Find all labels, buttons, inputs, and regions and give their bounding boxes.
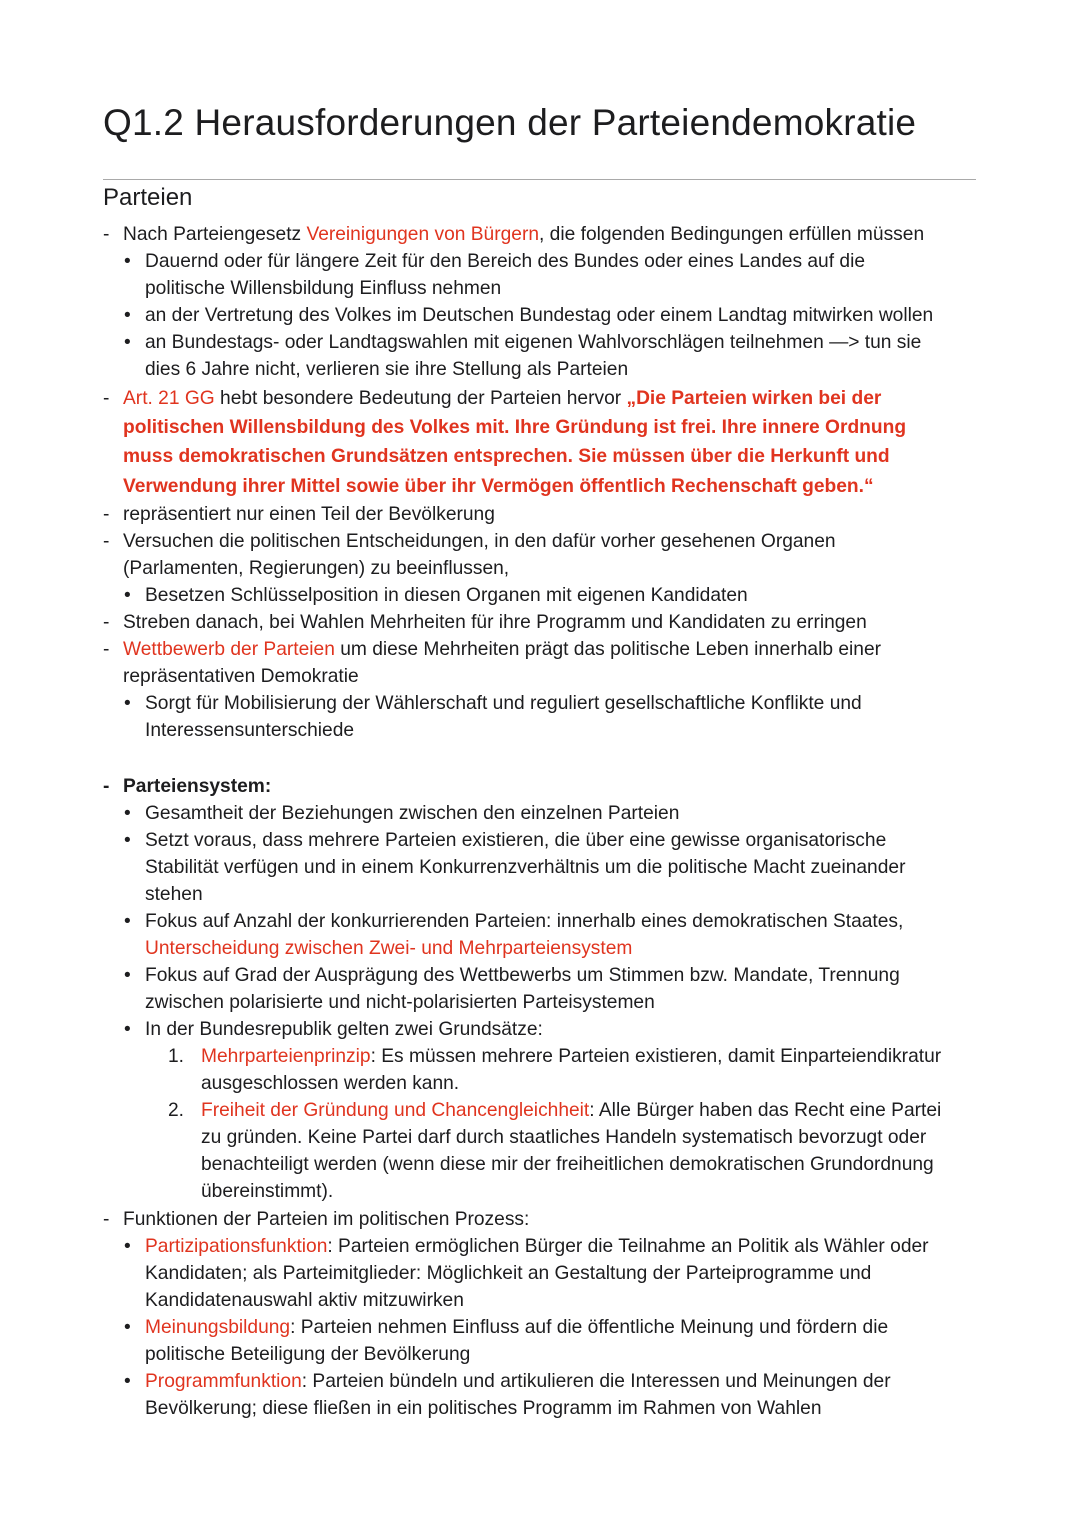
bullet-item: Programmfunktion: Parteien bündeln und artikulieren die Interessen und Meinungen der (145, 1371, 891, 1392)
list-item: Funktionen der Parteien im politischen Prozess: (123, 1209, 530, 1230)
highlight-term: Vereinigungen von Bürgern (306, 224, 540, 245)
dash-marker: - (103, 531, 110, 552)
bullet-item: In der Bundesrepublik gelten zwei Grundsätze: (145, 1019, 543, 1040)
bullet-marker: • (124, 1371, 131, 1392)
bullet-item: an Bundestags- oder Landtagswahlen mit eigenen Wahlvorschlägen teilnehmen —> tun sie (145, 332, 922, 353)
dash-marker: - (103, 1209, 110, 1230)
title-divider (103, 179, 976, 180)
dash-marker: - (103, 224, 110, 245)
list-item-cont: repräsentativen Demokratie (123, 666, 359, 687)
bullet-item: an der Vertretung des Volkes im Deutschen Bundestag oder einem Landtag mitwirken wollen (145, 305, 934, 326)
number-marker: 1. (168, 1046, 185, 1067)
bullet-item-cont: Kandidatenauswahl aktiv mitzuwirken (145, 1290, 464, 1311)
list-item: Versuchen die politischen Entscheidungen, in den dafür vorher gesehenen Organen (123, 531, 836, 552)
highlight-term: Freiheit der Gründung und Chancengleichheit (201, 1100, 590, 1121)
highlight-term: Art. 21 GG (123, 388, 215, 409)
bullet-item: Partizipationsfunktion: Parteien ermöglichen Bürger die Teilnahme an Politik als Wähler oder (145, 1236, 929, 1257)
bullet-item: Meinungsbildung: Parteien nehmen Einfluss auf die öffentliche Meinung und fördern die (145, 1317, 889, 1338)
dash-marker: - (103, 612, 110, 633)
quote-text: Verwendung ihrer Mittel sowie über ihr Vermögen öffentlich Rechenschaft geben.“ (123, 476, 874, 497)
bullet-item: Dauernd oder für längere Zeit für den Bereich des Bundes oder eines Landes auf die (145, 251, 865, 272)
bullet-item: Fokus auf Anzahl der konkurrierenden Parteien: innerhalb eines demokratischen Staates, (145, 911, 904, 932)
bullet-item: Besetzen Schlüsselposition in diesen Organen mit eigenen Kandidaten (145, 585, 748, 606)
bullet-item: Fokus auf Grad der Ausprägung des Wettbewerbs um Stimmen bzw. Mandate, Trennung (145, 965, 900, 986)
dash-marker: - (103, 388, 110, 409)
number-marker: 2. (168, 1100, 185, 1121)
bullet-marker: • (124, 332, 131, 353)
bullet-item: Sorgt für Mobilisierung der Wählerschaft und reguliert gesellschaftliche Konflikte und (145, 693, 862, 714)
numbered-item-cont: übereinstimmt). (201, 1181, 334, 1202)
bullet-marker: • (124, 251, 131, 272)
section-heading: Parteien (103, 184, 193, 211)
list-item: Wettbewerb der Parteien um diese Mehrheiten prägt das politische Leben innerhalb einer (123, 639, 882, 660)
bullet-item-cont: zwischen polarisierte und nicht-polarisierten Parteisystemen (145, 992, 655, 1013)
bullet-item-cont: dies 6 Jahre nicht, verlieren sie ihre Stellung als Parteien (145, 359, 629, 380)
numbered-item: Freiheit der Gründung und Chancengleichheit: Alle Bürger haben das Recht eine Partei (201, 1100, 942, 1121)
highlight-term: Programmfunktion (145, 1371, 302, 1392)
numbered-item-cont: zu gründen. Keine Partei darf durch staatliches Handeln systematisch bevorzugt oder (201, 1127, 927, 1148)
dash-marker: - (103, 776, 110, 797)
bullet-marker: • (124, 965, 131, 986)
bullet-marker: • (124, 1236, 131, 1257)
bullet-item-cont: Interessensunterschiede (145, 720, 355, 741)
highlight-term: Mehrparteienprinzip (201, 1046, 371, 1067)
bullet-marker: • (124, 803, 131, 824)
bullet-item-cont: politische Beteiligung der Bevölkerung (145, 1344, 471, 1365)
page-title: Q1.2 Herausforderungen der Parteiendemokratie (103, 102, 917, 143)
quote-text: muss demokratischen Grundsätzen entsprechen. Sie müssen über die Herkunft und (123, 446, 890, 467)
highlight-term: Unterscheidung zwischen Zwei- und Mehrparteiensystem (145, 938, 633, 959)
bullet-item: Setzt voraus, dass mehrere Parteien existieren, die über eine gewisse organisatorische (145, 830, 887, 851)
list-item-cont: (Parlamenten, Regierungen) zu beeinflussen, (123, 558, 510, 579)
highlight-term: Wettbewerb der Parteien (123, 639, 335, 660)
numbered-item-cont: ausgeschlossen werden kann. (201, 1073, 460, 1094)
dash-marker: - (103, 639, 110, 660)
numbered-item: Mehrparteienprinzip: Es müssen mehrere Parteien existieren, damit Einparteiendikratur (201, 1046, 942, 1067)
quote-text: „Die Parteien wirken bei der (626, 388, 882, 409)
bullet-marker: • (124, 585, 131, 606)
bullet-item: Gesamtheit der Beziehungen zwischen den einzelnen Parteien (145, 803, 680, 824)
list-item: Streben danach, bei Wahlen Mehrheiten für ihre Programm und Kandidaten zu erringen (123, 612, 867, 633)
highlight-term: Meinungsbildung (145, 1317, 291, 1338)
list-item: repräsentiert nur einen Teil der Bevölkerung (123, 504, 495, 525)
dash-marker: - (103, 504, 110, 525)
quote-text: politischen Willensbildung des Volkes mit. Ihre Gründung ist frei. Ihre innere Ordnung (123, 417, 907, 438)
list-item: Art. 21 GG hebt besondere Bedeutung der Parteien hervor „Die Parteien wirken bei der (123, 388, 882, 409)
bullet-marker: • (124, 1317, 131, 1338)
numbered-item-cont: benachteiligt werden (wenn diese mir der freiheitlichen demokratischen Grundordnung (201, 1154, 934, 1175)
bullet-marker: • (124, 911, 131, 932)
list-item: Nach Parteiengesetz Vereinigungen von Bürgern, die folgenden Bedingungen erfüllen müssen (123, 224, 925, 245)
bullet-item-cont: stehen (145, 884, 203, 905)
bullet-item-cont: Stabilität verfügen und in einem Konkurrenzverhältnis um die politische Macht zueinander (145, 857, 906, 878)
bullet-marker: • (124, 693, 131, 714)
highlight-term: Partizipationsfunktion (145, 1236, 328, 1257)
bullet-item-cont: politische Willensbildung Einfluss nehmen (145, 278, 502, 299)
bullet-item-cont: Bevölkerung; diese fließen in ein politisches Programm im Rahmen von Wahlen (145, 1398, 822, 1419)
subsection-heading: Parteiensystem: (123, 776, 272, 797)
bullet-marker: • (124, 1019, 131, 1040)
bullet-item-cont: Kandidaten; als Parteimitglieder: Möglichkeit an Gestaltung der Parteiprogramme und (145, 1263, 872, 1284)
bullet-marker: • (124, 830, 131, 851)
bullet-marker: • (124, 305, 131, 326)
